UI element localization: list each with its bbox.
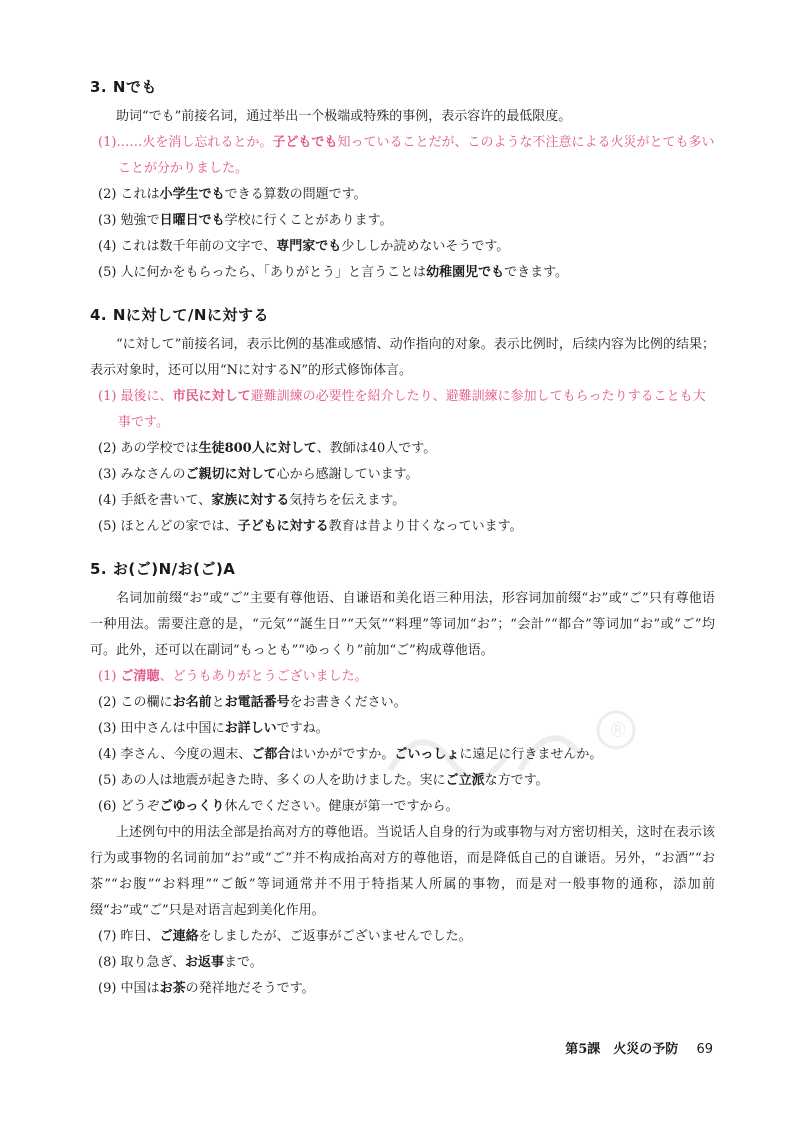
explanation-text: 上述例句中的用法全部是抬高对方的尊他语。当说话人自身的行为或事物与对方密切相关，这时在表示该行为或事物的名词前加“お”或“ご”并不构成抬高对方的尊他语，而是降低自己的自谦语。另外，“お酒”“お茶”“お腹”“お料理”“ご飯”等词通常并不用于特指某人所属的事物，而是对一般事物的通称，添加前缀“お”或“ご”只是对语言起到美化作用。	[90, 825, 715, 918]
lesson-title: 第5課 火災の予防	[565, 1042, 679, 1057]
sentence-text: の発祥地だそうです。	[185, 981, 315, 996]
explanation-text: “に対して”前接名词，表示比例的基准或感情、动作指向的对象。表示比例时，后续内容为比例的结果；表示对象时，还可以用“Nに対するN”的形式修饰体言。	[90, 337, 715, 378]
example-sentence	[90, 234, 715, 260]
example-sentence	[90, 260, 715, 286]
sentence-text: (5) 人に何かをもらったら、「ありがとう」と言うことは	[98, 265, 427, 280]
sentence-text: (3) みなさんの	[98, 467, 186, 482]
example-sentence	[90, 462, 715, 488]
page-number: 69	[696, 1042, 713, 1057]
grammar-highlight: ご都合	[251, 747, 291, 762]
grammar-highlight: お名前	[172, 695, 212, 710]
grammar-highlight: ごいっしょ	[394, 747, 460, 762]
sentence-text: (2) この欄に	[98, 695, 173, 710]
grammar-highlight: 子どもでも	[272, 135, 338, 150]
main-content	[90, 76, 715, 1020]
grammar-section	[90, 76, 715, 286]
sentence-text: (7) 昨日、	[98, 929, 160, 944]
page-footer	[565, 1038, 713, 1057]
sentence-text: (9) 中国は	[98, 981, 160, 996]
grammar-section	[90, 304, 715, 540]
section-title: 3. Nでも	[90, 78, 157, 96]
grammar-highlight: 日曜日でも	[159, 213, 225, 228]
sentence-text: (5) あの人は地震が起きた時、多くの人を助けました。実に	[98, 773, 446, 788]
sentence-text: (2) あの学校では	[98, 441, 199, 456]
grammar-highlight: ごゆっくり	[159, 799, 225, 814]
sentence-text: 、どうもありがとうございました。	[159, 669, 368, 684]
sentence-text: (3) 田中さんは中国に	[98, 721, 225, 736]
example-sentence	[90, 182, 715, 208]
sentence-text: 知っていることだが、このような不注意による火災がとても多いことが分かりました。	[118, 135, 715, 176]
grammar-highlight: ご清聴	[120, 669, 160, 684]
sentence-text: できる算数の問題です。	[224, 187, 367, 202]
grammar-highlight: 家族に対する	[211, 493, 290, 508]
sentence-text: をしましたが、ご返事がございませんでした。	[198, 929, 472, 944]
example-sentence	[90, 488, 715, 514]
example-sentence	[90, 664, 715, 690]
sentence-text: 、教師は40人です。	[316, 441, 437, 456]
example-sentence	[90, 514, 715, 540]
grammar-highlight: 生徒800人に対して	[198, 441, 317, 456]
grammar-highlight: お茶	[159, 981, 186, 996]
sentence-text: (6) どうぞ	[98, 799, 160, 814]
sentence-text: (2) これは	[98, 187, 160, 202]
example-sentence	[90, 130, 715, 182]
example-sentence	[90, 742, 715, 768]
sentence-text: な方です。	[484, 773, 549, 788]
example-sentence	[90, 384, 715, 436]
grammar-highlight: ご立派	[445, 773, 485, 788]
sentence-text: (5) ほとんどの家では、	[98, 519, 238, 534]
sentence-text: 教育は昔より甘くなっています。	[328, 519, 523, 534]
sentence-text: 心から感謝しています。	[276, 467, 419, 482]
sentence-text: をお書きください。	[289, 695, 407, 710]
grammar-highlight: ご親切に対して	[185, 467, 277, 482]
section-title: 5. お(ご)N/お(ご)A	[90, 560, 236, 578]
sentence-text: ですね。	[276, 721, 329, 736]
grammar-highlight: 小学生でも	[159, 187, 225, 202]
sentence-text: (4) 李さん、今度の週末、	[98, 747, 252, 762]
grammar-highlight: 専門家でも	[276, 239, 342, 254]
sentence-text: (3) 勉強で	[98, 213, 160, 228]
example-sentence	[90, 976, 715, 1002]
example-sentence	[90, 924, 715, 950]
grammar-highlight: 子どもに対する	[237, 519, 329, 534]
registered-mark: ®	[608, 718, 628, 742]
example-sentence	[90, 794, 715, 820]
grammar-highlight: お詳しい	[224, 721, 277, 736]
sentence-text: (4) これは数千年前の文字で、	[98, 239, 277, 254]
sentence-text: (1) 最後に、	[98, 389, 173, 404]
grammar-highlight: お返事	[185, 955, 225, 970]
grammar-highlight: お電話番号	[224, 695, 290, 710]
explanation-text: 名词加前缀“お”或“ご”主要有尊他语、自谦语和美化语三种用法，形容词加前缀“お”或“ご”只有尊他语一种用法。需要注意的是，“元気”“誕生日”“天気”“料理”等词加“お”；“会計”“都合”等词加“お”或“ご”均可。此外，还可以在副词“もっとも”“ゆっくり”前加“ご”构成尊他语。	[90, 591, 715, 658]
grammar-section	[90, 558, 715, 1002]
grammar-highlight: 幼稚園児でも	[426, 265, 505, 280]
sentence-text: と	[211, 695, 225, 710]
sentence-text: (4) 手紙を書いて、	[98, 493, 212, 508]
sentence-text: (8) 取り急ぎ、	[98, 955, 186, 970]
grammar-highlight: ご連絡	[159, 929, 199, 944]
example-sentence	[90, 436, 715, 462]
sentence-text: 学校に行くことがあります。	[224, 213, 393, 228]
sentence-text: に遠足に行きませんか。	[459, 747, 603, 762]
sentence-text: まで。	[224, 955, 263, 970]
explanation-text: 助词“でも”前接名词，通过举出一个极端或特殊的事例，表示容许的最低限度。	[116, 109, 572, 124]
sentence-text: (1)	[98, 669, 121, 684]
section-title: 4. Nに対して/Nに対する	[90, 306, 269, 324]
example-sentence	[90, 768, 715, 794]
sentence-text: はいかがですか。	[290, 747, 395, 762]
sentence-text: できます。	[504, 265, 569, 280]
example-sentence	[90, 716, 715, 742]
grammar-highlight: 市民に対して	[172, 389, 251, 404]
example-sentence	[90, 690, 715, 716]
example-sentence	[90, 208, 715, 234]
sentence-text: (1)……火を消し忘れるとか。	[98, 135, 273, 150]
example-sentence	[90, 950, 715, 976]
sentence-text: 気持ちを伝えます。	[289, 493, 406, 508]
sentence-text: 少ししか読めないそうです。	[341, 239, 510, 254]
sentence-text: 休んでください。健康が第一ですから。	[224, 799, 459, 814]
sentence-text: 避難訓練の必要性を紹介したり、避難訓練に参加してもらったりすることも大事です。	[118, 389, 706, 430]
